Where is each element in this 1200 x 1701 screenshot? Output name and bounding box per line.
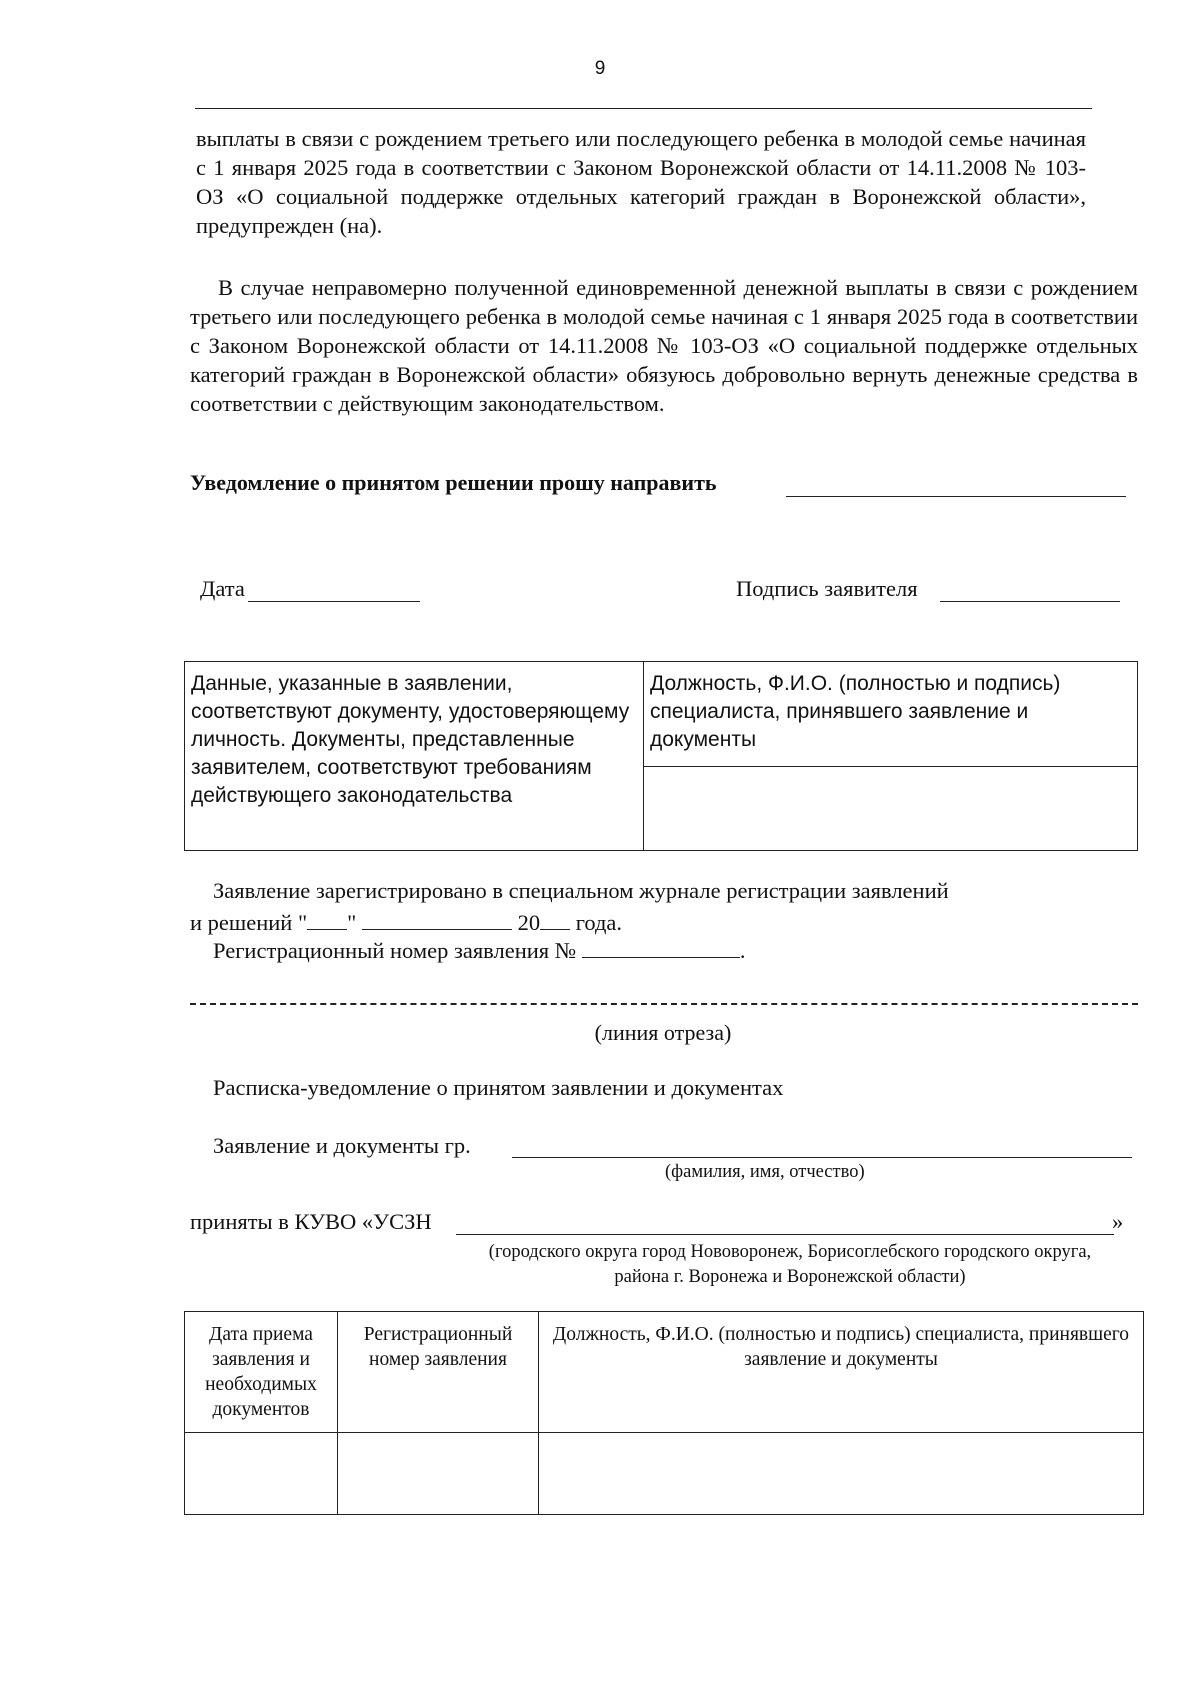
fio-hint: (фамилия, имя, отчество) — [665, 1162, 865, 1182]
receipt-table — [184, 1311, 1144, 1515]
page-number: 9 — [594, 58, 606, 79]
notify-label: Уведомление о принятом решении прошу направить — [190, 470, 717, 495]
signature-label: Подпись заявителя — [736, 576, 918, 601]
date-label: Дата — [200, 576, 245, 601]
docs-label: Заявление и документы гр. — [213, 1133, 471, 1158]
registration-year-field[interactable] — [540, 907, 570, 930]
header-specialist — [539, 1312, 1144, 1433]
header-registration-number: Регистрационный номер заявления — [338, 1312, 539, 1433]
header-date-received: Дата приема заявления и необходимых документов — [185, 1312, 338, 1433]
accepted-label: приняты в КУВО «УСЗН — [190, 1209, 432, 1234]
registration-number-field[interactable] — [582, 935, 740, 958]
registration-day-field[interactable] — [307, 907, 347, 930]
notify-field[interactable] — [786, 496, 1126, 497]
applicant-name-field[interactable] — [512, 1157, 1132, 1158]
registration-prefix: и решений " — [190, 910, 308, 935]
office-name-field[interactable] — [456, 1234, 1114, 1235]
date-received-cell[interactable] — [185, 1433, 338, 1515]
header-specialist-label: Должность, Ф.И.О. (полностью и подпись) специалиста, принявшего заявление и документы — [552, 1324, 1130, 1370]
district-hint-line-2: района г. Воронежа и Воронежской области) — [614, 1267, 966, 1287]
top-rule — [195, 108, 1092, 109]
registration-quote: " — [347, 910, 357, 935]
paragraph-obligation: В случае неправомерно полученной единовременной денежной выплаты в связи с рождением третьего или последующего ребенка в молодой семье начиная с 1 января 2025 года в соответствии с Законом Воронежской области от 14.11.2008 № 103-ОЗ «О социальной поддержке отдельных категорий граждан в Воронежской области» обязуюсь добровольно вернуть денежные средства в соответствии с действующим законодательством. — [190, 275, 1138, 416]
registration-line-3 — [213, 935, 746, 964]
cut-line — [190, 1003, 1138, 1005]
signature-field[interactable] — [940, 601, 1120, 602]
accepted-close-quote: » — [1112, 1209, 1124, 1234]
registration-suffix: года. — [570, 910, 623, 935]
date-field[interactable] — [248, 601, 420, 602]
district-hint — [440, 1240, 1140, 1290]
specialist-header-cell: Должность, Ф.И.О. (полностью и подпись) специалиста, принявшего заявление и документы — [644, 662, 1138, 767]
registration-number-suffix: . — [739, 938, 746, 963]
specialist-signature-cell[interactable] — [644, 767, 1138, 851]
receipt-title: Расписка-уведомление о принятом заявлении и документах — [213, 1075, 784, 1100]
registration-number-label: Регистрационный номер заявления № — [213, 938, 577, 963]
registration-line-1: Заявление зарегистрировано в специальном журнале регистрации заявлений — [213, 878, 949, 903]
paragraph-warning: выплаты в связи с рождением третьего или последующего ребенка в молодой семье начиная с 1 января 2025 года в соответствии с Законом Воронежской области от 14.11.2008 № 103-ОЗ «О социальной поддержке отдельных категорий граждан в Воронежской области», предупрежден (на). — [196, 126, 1086, 238]
verification-table — [184, 661, 1138, 851]
specialist-cell[interactable] — [539, 1433, 1144, 1515]
registration-year-prefix: 20 — [517, 910, 541, 935]
registration-number-cell[interactable] — [338, 1433, 539, 1515]
cut-label: (линия отреза) — [594, 1020, 732, 1045]
verification-left-cell: Данные, указанные в заявлении, соответствуют документу, удостоверяющему личность. Документы, представленные заявителем, соответствуют требованиям действующего законодательства — [185, 662, 644, 851]
registration-line-2 — [190, 907, 622, 936]
registration-month-field[interactable] — [362, 907, 512, 930]
district-hint-line-1: (городского округа город Нововоронеж, Борисоглебского городского округа, — [488, 1242, 1092, 1262]
